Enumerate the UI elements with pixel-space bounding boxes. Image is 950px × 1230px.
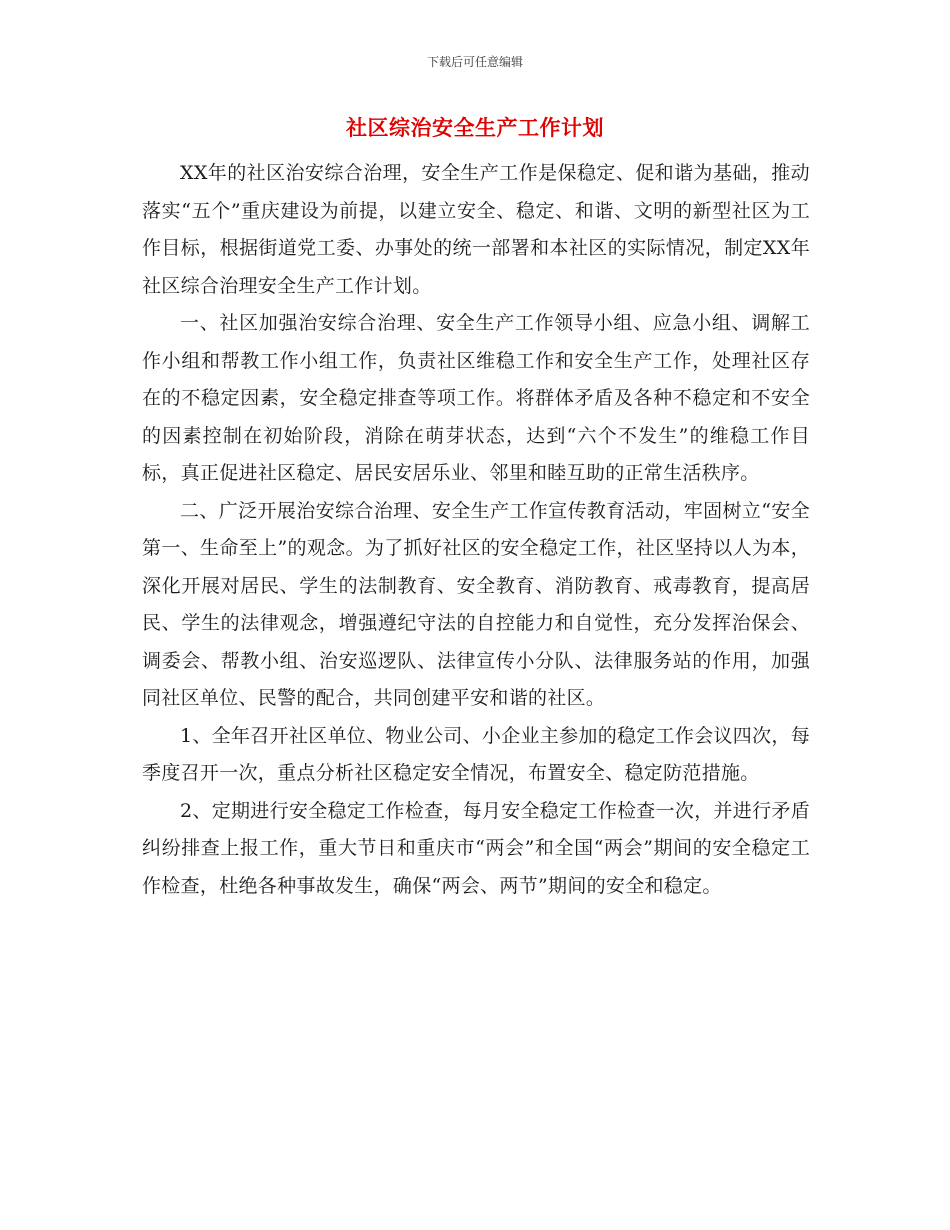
header-note: 下载后可任意编辑 bbox=[426, 55, 523, 69]
document-title: 社区综治安全生产工作计划 bbox=[346, 116, 604, 140]
paragraph-item-2: 2、定期进行安全稳定工作检查，每月安全稳定工作检查一次，并进行矛盾纠纷排查上报工作，重大节日和重庆市“两会”和全国“两会”期间的安全稳定工作检查，杜绝各种事故发生，确保“两会、两节”期间的安全和稳定。 bbox=[142, 799, 810, 897]
paragraph-intro: XX年的社区治安综合治理，安全生产工作是保稳定、促和谐为基础，推动落实“五个”重庆建设为前提，以建立安全、稳定、和谐、文明的新型社区为工作目标，根据街道党工委、办事处的统一部署和本社区的实际情况，制定XX年社区综合治理安全生产工作计划。 bbox=[142, 162, 810, 297]
document-body bbox=[142, 155, 810, 905]
paragraph-section-1: 一、社区加强治安综合治理、安全生产工作领导小组、应急小组、调解工作小组和帮教工作小组工作，负责社区维稳工作和安全生产工作，处理社区存在的不稳定因素，安全稳定排查等项工作。将群体矛盾及各种不稳定和不安全的因素控制在初始阶段，消除在萌芽状态，达到“六个不发生”的维稳工作目标，真正促进社区稳定、居民安居乐业、邻里和睦互助的正常生活秩序。 bbox=[142, 312, 810, 484]
paragraph-section-2: 二、广泛开展治安综合治理、安全生产工作宣传教育活动，牢固树立“安全第一、生命至上”的观念。为了抓好社区的安全稳定工作，社区坚持以人为本，深化开展对居民、学生的法制教育、安全教育、消防教育、戒毒教育，提高居民、学生的法律观念，增强遵纪守法的自控能力和自觉性，充分发挥治保会、调委会、帮教小组、治安巡逻队、法律宣传小分队、法律服务站的作用，加强同社区单位、民警的配合，共同创建平安和谐的社区。 bbox=[142, 499, 810, 709]
paragraph-item-1: 1、全年召开社区单位、物业公司、小企业主参加的稳定工作会议四次，每季度召开一次，重点分析社区稳定安全情况，布置安全、稳定防范措施。 bbox=[142, 724, 810, 784]
